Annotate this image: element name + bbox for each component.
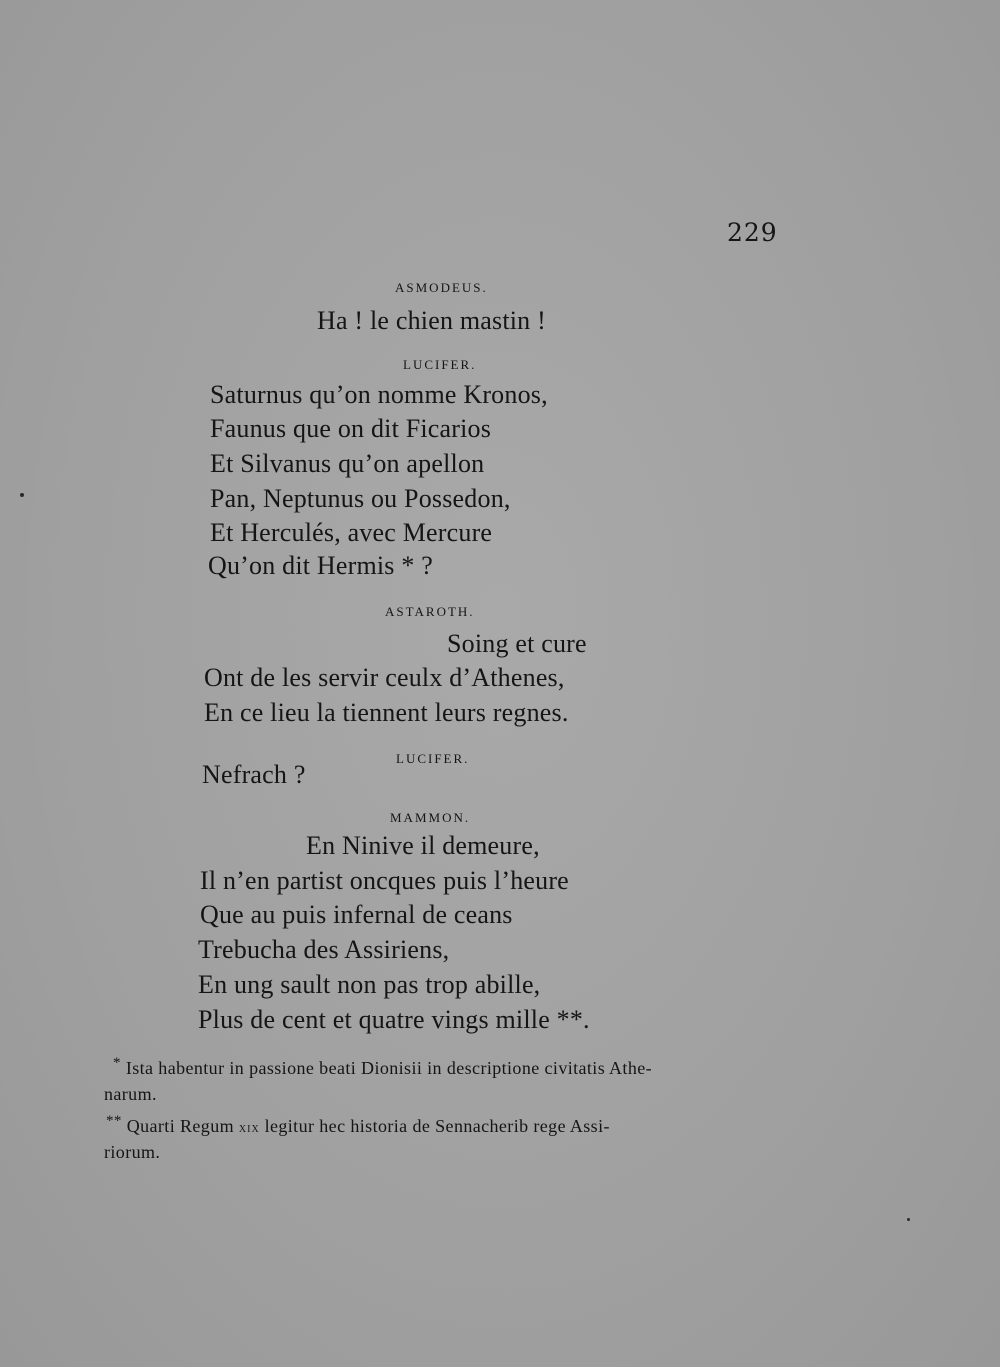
verse-line: Nefrach ? [202,760,306,789]
speaker-astaroth: ASTAROTH. [385,604,475,619]
paper-speck [20,493,24,497]
roman-numeral: xix [238,1121,260,1136]
speaker-lucifer: LUCIFER. [396,751,470,766]
verse-line: En Ninive il demeure, [306,831,540,860]
footnote-text: Ista habentur in passione beati Dionisii in descriptione civitatis Athe- [125,1058,653,1078]
footnote-text: Quarti Regum [126,1116,234,1136]
verse-line: Soing et cure [447,629,587,658]
verse-line: Et Herculés, avec Mercure [210,518,493,547]
verse-line: Trebucha des Assiriens, [198,935,450,964]
verse-line: Faunus que on dit Ficarios [210,414,492,443]
footnote-mark: * [113,1055,121,1071]
speaker-asmodeus: ASMODEUS. [395,280,488,295]
speaker-mammon: MAMMON. [390,810,471,825]
speaker-lucifer: LUCIFER. [403,357,477,372]
footnote-2-cont: riorum. [104,1142,161,1162]
page-number: 229 [727,218,778,247]
verse-line: Et Silvanus qu’on apellon [210,449,485,478]
verse-line: Ha ! le chien mastin ! [317,306,546,335]
verse-line: Que au puis infernal de ceans [200,900,513,929]
verse-line: Qu’on dit Hermis * ? [208,551,433,580]
verse-line: Il n’en partist oncques puis l’heure [200,866,569,895]
verse-line: En ung sault non pas trop abille, [198,970,541,999]
footnote-1 [113,1055,653,1079]
footnote-2 [106,1113,610,1137]
footnote-mark: ** [106,1113,122,1129]
verse-line: Pan, Neptunus ou Possedon, [210,484,511,513]
verse-line: En ce lieu la tiennent leurs regnes. [204,698,569,727]
footnote-1-cont: narum. [104,1084,157,1104]
verse-line: Saturnus qu’on nomme Kronos, [210,380,548,409]
paper-speck [907,1218,910,1221]
footnote-text: legitur hec historia de Sennacherib rege Assi- [264,1116,610,1136]
verse-line: Plus de cent et quatre vings mille **. [198,1005,590,1034]
verse-line: Ont de les servir ceulx d’Athenes, [204,663,565,692]
